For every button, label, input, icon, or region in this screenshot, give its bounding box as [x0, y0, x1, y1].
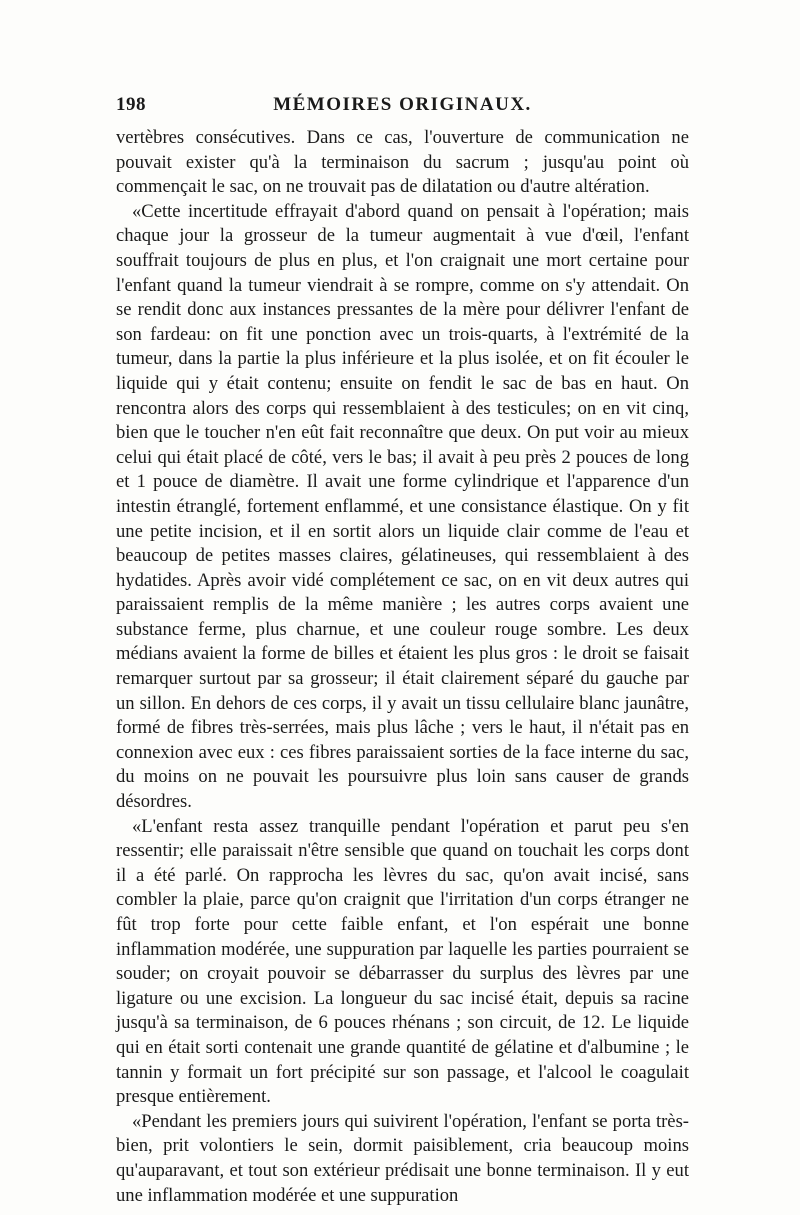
- paragraph-continuation: vertèbres consécutives. Dans ce cas, l'ouverture de communication ne pouvait exister qu'à la terminaison du sacrum ; jusqu'au point où commençait le sac, on ne trouvait pas de dilatation ou d'autre altération.: [116, 127, 689, 198]
- body-text: [116, 126, 689, 1208]
- paragraph-recovery: «Pendant les premiers jours qui suivirent l'opération, l'enfant se porta très-bien, prit volontiers le sein, dormit paisiblement, cria beaucoup moins qu'auparavant, et tout son extérieur prédisait une bonne terminaison. Il y eut une inflammation modérée et une suppuration: [116, 1110, 689, 1206]
- page-number: 198: [116, 94, 146, 115]
- paragraph-operation: «Cette incertitude effrayait d'abord quand on pensait à l'opération; mais chaque jour la grosseur de la tumeur augmentait à vue d'œil, l'enfant souffrait toujours de plus en plus, et l'on craignait une mort certaine pour l'enfant quand la tumeur viendrait à se rompre, comme on s'y attendait. On se rendit donc aux instances pressantes de la mère pour délivrer l'enfant de son fardeau: on fit une ponction avec un trois-quarts, à l'extrémité de la tumeur, dans la partie la plus inférieure et la plus isolée, et on fit écouler le liquide qui y était contenu; ensuite on fendit le sac de bas en haut. On rencontra alors des corps qui ressemblaient à des testicules; on en vit cinq, bien que le toucher n'en eût fait reconnaître que deux. On put voir au mieux celui qui était placé de côté, vers le bas; il avait à peu près 2 pouces de long et 1 pouce de diamètre. Il avait une forme cylindrique et l'apparence d'un intestin étranglé, fortement enflammé, et une consistance élastique. On y fit une petite incision, et il en sortit alors un liquide clair comme de l'eau et beaucoup de petites masses claires, gélatineuses, qui ressemblaient à des hydatides. Après avoir vidé complétement ce sac, on en vit deux autres qui paraissaient remplis de la même manière ; les autres corps avaient une substance ferme, plus charnue, et une couleur rouge sombre. Les deux médians avaient la forme de billes et étaient les plus gros : le droit se faisait remarquer surtout par sa grosseur; il était clairement séparé du gauche par un sillon. En dehors de ces corps, il y avait un tissu cellulaire blanc jaunâtre, formé de fibres très-serrées, mais plus lâche ; vers le haut, il n'était pas en connexion avec eux : ces fibres paraissaient sorties de la face interne du sac, du moins on ne pouvait les poursuivre plus loin sans causer de grands désordres.: [116, 200, 689, 813]
- running-title: MÉMOIRES ORIGINAUX.: [273, 94, 532, 115]
- running-header: [116, 93, 689, 117]
- paragraph-aftermath: «L'enfant resta assez tranquille pendant l'opération et parut peu s'en ressentir; elle paraissait n'être sensible que quand on touchait les corps dont il a été parlé. On rapprocha les lèvres du sac, qu'on avait incisé, sans combler la plaie, parce qu'on craignit que l'irritation d'un corps étranger ne fût trop forte pour cette faible enfant, et l'on espérait une bonne inflammation modérée, une suppuration par laquelle les parties pourraient se souder; on croyait pouvoir se débarrasser du surplus des lèvres par une ligature ou une excision. La longueur du sac incisé était, depuis sa racine jusqu'à sa terminaison, de 6 pouces rhénans ; son circuit, de 12. Le liquide qui en était sorti contenait une grande quantité de gélatine et d'albumine ; le tannin y formait un fort précipité sur son passage, et l'alcool le coagulait presque entièrement.: [116, 815, 689, 1108]
